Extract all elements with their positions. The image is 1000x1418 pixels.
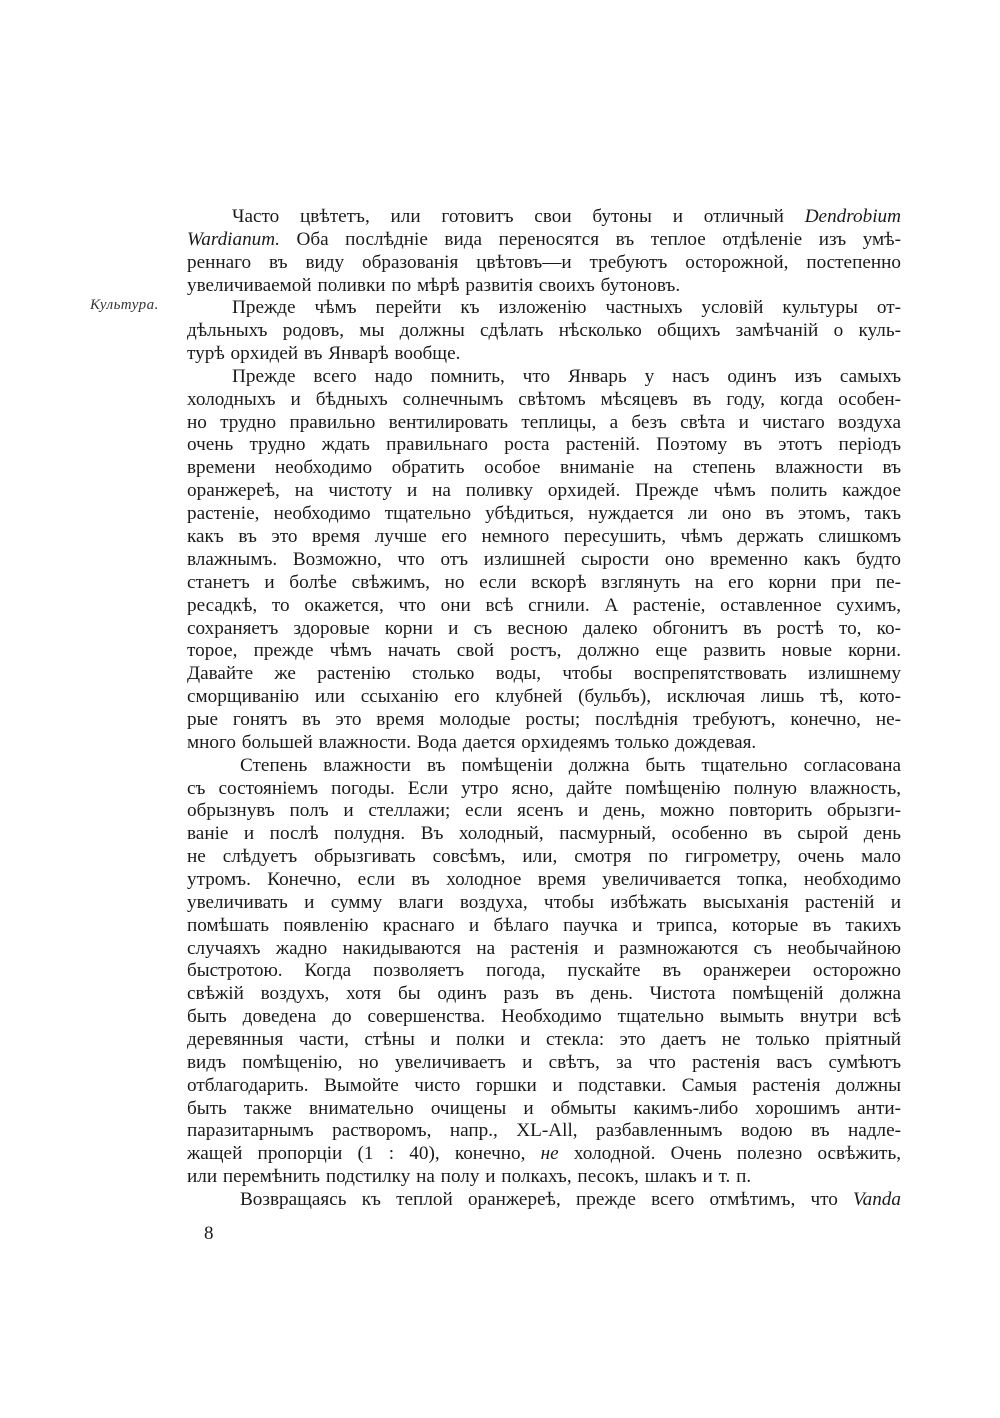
text-line	[187, 663, 901, 685]
text-line	[240, 755, 901, 777]
margin-note: Культура.	[90, 297, 159, 313]
text-segment: или перемѣнить подстилку на полу и полкахъ, песокъ, шлакъ и т. п.	[187, 1166, 752, 1187]
text-segment: Часто цвѣтетъ, или готовитъ свои бутоны и отличный	[232, 206, 805, 227]
text-segment: утромъ. Конечно, если въ холодное время увеличивается топка, необходимо	[187, 869, 901, 890]
text-segment: быть также внимательно очищены и обмыты какимъ-либо хорошимъ анти-	[187, 1098, 901, 1119]
text-line	[187, 618, 901, 640]
text-line	[187, 434, 901, 456]
text-line	[187, 1029, 901, 1051]
text-line	[187, 823, 901, 845]
text-segment: станетъ и болѣе свѣжимъ, но если вскорѣ взглянуть на его корни при пе-	[187, 572, 901, 593]
text-line	[187, 457, 901, 479]
text-segment: съ состояніемъ погоды. Если утро ясно, дайте помѣщенію полную влажность,	[187, 778, 901, 799]
text-segment: видъ помѣщенію, но увеличиваетъ и свѣтъ, за что растенія васъ сумѣютъ	[187, 1052, 901, 1073]
text-line	[187, 252, 901, 274]
text-segment: очень трудно ждать правильнаго роста растеній. Поэтому въ этотъ періодъ	[187, 434, 901, 455]
text-line	[187, 915, 901, 937]
text-line	[187, 778, 901, 800]
text-segment: обрызнувъ полъ и стеллажи; если ясенъ и день, можно повторить обрызги-	[187, 800, 901, 821]
text-segment: холодныхъ и бѣдныхъ солнечнымъ свѣтомъ мѣсяцевъ въ году, когда особен-	[187, 389, 901, 410]
text-segment: какъ въ это время лучше его немного пересушить, чѣмъ держать слишкомъ	[187, 526, 901, 547]
text-segment: Степень влажности въ помѣщеніи должна быть тщательно согласована	[240, 755, 901, 776]
text-segment: паразитарнымъ растворомъ, напр., XL-All, разбавленнымъ водою въ надле-	[187, 1120, 901, 1141]
italic-term: Dendrobium	[804, 206, 901, 227]
text-line	[187, 526, 901, 548]
text-line	[187, 1052, 901, 1074]
text-line	[187, 320, 901, 342]
text-segment: сохраняетъ здоровые корни и съ весною далеко обгонитъ въ ростѣ то, ко-	[187, 618, 901, 639]
text-segment: много большей влажности. Вода дается орхидеямъ только дождевая.	[187, 732, 757, 753]
text-line	[187, 503, 901, 525]
text-segment: быть доведена до совершенства. Необходимо тщательно вымыть внутри всѣ	[187, 1006, 901, 1027]
text-line	[187, 412, 901, 434]
page-number: 8	[204, 1223, 214, 1244]
text-segment: увеличиваемой поливки по мѣрѣ развитія своихъ бутоновъ.	[187, 275, 681, 296]
text-line	[187, 343, 901, 365]
text-line	[187, 709, 901, 731]
text-line	[187, 389, 901, 411]
text-segment: времени необходимо обратить особое вниманіе на степень влажности въ	[187, 457, 901, 478]
text-segment: увеличивать и сумму влаги воздуха, чтобы избѣжать высыханія растеній и	[187, 892, 901, 913]
text-segment: ресадкѣ, то окажется, что они всѣ сгнили. А растеніе, оставленное сухимъ,	[187, 595, 901, 616]
text-segment: жащей пропорціи (1 : 40), конечно,	[187, 1143, 541, 1164]
text-line	[232, 206, 901, 228]
text-segment: торое, прежде чѣмъ начать свой ростъ, должно еще развить новые корни.	[187, 640, 901, 661]
text-line	[187, 1006, 901, 1028]
italic-term: Vanda	[853, 1189, 901, 1210]
text-segment: ваніе и послѣ полудня. Въ холодный, пасмурный, особенно въ сырой день	[187, 823, 901, 844]
text-segment: оранжереѣ, на чистоту и на поливку орхидей. Прежде чѣмъ полить каждое	[187, 480, 901, 501]
italic-term: Wardianum.	[187, 229, 280, 250]
text-line	[240, 1189, 901, 1211]
text-segment: быстротою. Когда позволяетъ погода, пускайте въ оранжереи осторожно	[187, 960, 901, 981]
text-line	[232, 366, 901, 388]
text-segment: Прежде чѣмъ перейти къ изложенію частныхъ условій культуры от-	[232, 297, 901, 318]
text-segment: влажнымъ. Возможно, что отъ излишней сырости оно временно какъ будто	[187, 549, 901, 570]
text-line	[187, 229, 901, 251]
text-line	[187, 983, 901, 1005]
text-segment: сморщиванію или ссыханію его клубней (бульбъ), исключая лишь тѣ, кото-	[187, 686, 901, 707]
text-segment: свѣжій воздухъ, хотя бы одинъ разъ въ день. Чистота помѣщеній должна	[187, 983, 901, 1004]
text-segment: рые гонятъ въ это время молодые росты; послѣднія требуютъ, конечно, не-	[187, 709, 901, 730]
text-line	[187, 275, 901, 297]
text-segment: Давайте же растенію столько воды, чтобы воспрепятствовать излишнему	[187, 663, 901, 684]
text-line	[187, 480, 901, 502]
text-segment: дѣльныхъ родовъ, мы должны сдѣлать нѣсколько общихъ замѣчаній о куль-	[187, 320, 901, 341]
text-line	[187, 595, 901, 617]
text-segment: холодной. Очень полезно освѣжить,	[558, 1143, 901, 1164]
text-segment: Оба послѣдніе вида переносятся въ теплое отдѣленіе изъ умѣ-	[279, 229, 901, 250]
text-segment: реннаго въ виду образованія цвѣтовъ—и требуютъ осторожной, постепенно	[187, 252, 901, 273]
text-line	[232, 297, 901, 319]
italic-term: не	[540, 1143, 559, 1164]
text-line	[187, 1166, 901, 1188]
text-line	[187, 800, 901, 822]
text-line	[187, 1098, 901, 1120]
text-line	[187, 846, 901, 868]
text-line	[187, 549, 901, 571]
text-line	[187, 960, 901, 982]
text-line	[187, 572, 901, 594]
text-segment: Прежде всего надо помнить, что Январь у насъ одинъ изъ самыхъ	[232, 366, 901, 387]
text-line	[187, 1075, 901, 1097]
text-line	[187, 686, 901, 708]
text-segment: деревянныя части, стѣны и полки и стекла: это даетъ не только пріятный	[187, 1029, 901, 1050]
text-segment: помѣшать появленію краснаго и бѣлаго паучка и трипса, которые въ такихъ	[187, 915, 901, 936]
text-line	[187, 1143, 901, 1165]
text-line	[187, 892, 901, 914]
text-segment: растеніе, необходимо тщательно убѣдиться, нуждается ли оно въ этомъ, такъ	[187, 503, 901, 524]
text-segment: но трудно правильно вентилировать теплицы, а безъ свѣта и чистаго воздуха	[187, 412, 901, 433]
text-segment: случаяхъ жадно накидываются на растенія и размножаются съ необычайною	[187, 938, 901, 959]
text-line	[187, 869, 901, 891]
text-segment: турѣ орхидей въ Январѣ вообще.	[187, 343, 461, 364]
text-segment: отблагодарить. Вымойте чисто горшки и подставки. Самыя растенія должны	[187, 1075, 901, 1096]
text-line	[187, 1120, 901, 1142]
text-line	[187, 640, 901, 662]
text-line	[187, 938, 901, 960]
text-line	[187, 732, 901, 754]
text-segment: не слѣдуетъ обрызгивать совсѣмъ, или, смотря по гигрометру, очень мало	[187, 846, 901, 867]
text-segment: Возвращаясь къ теплой оранжереѣ, прежде всего отмѣтимъ, что	[240, 1189, 854, 1210]
